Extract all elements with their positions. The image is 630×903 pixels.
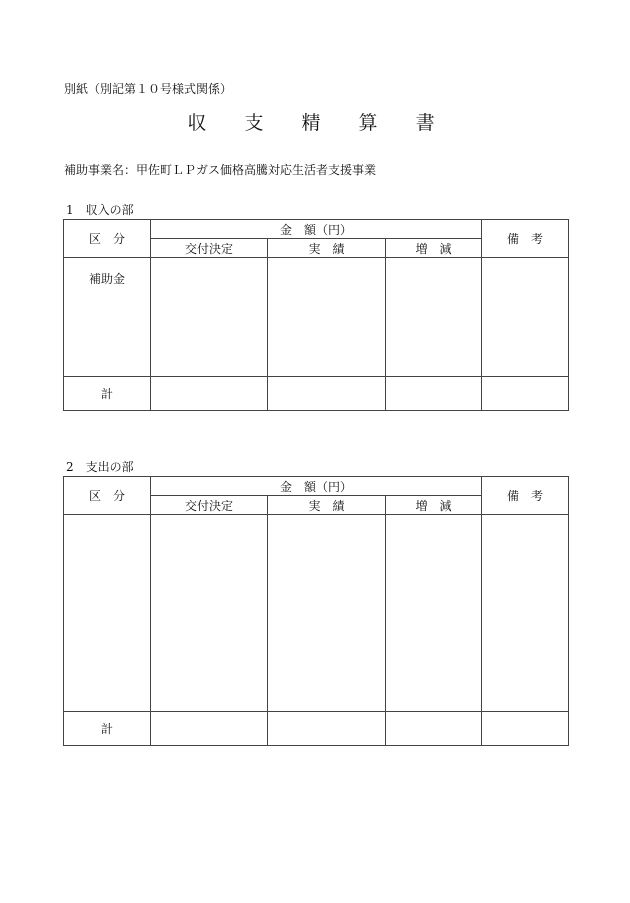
expense-change-header: 増 減: [386, 496, 482, 515]
income-change-header: 増 減: [386, 239, 482, 258]
income-table: [63, 219, 569, 411]
expense-change-cell: [386, 515, 482, 712]
expense-section-heading: 2 支出の部: [66, 460, 134, 474]
income-section-heading: 1 収入の部: [66, 203, 134, 217]
expense-table: [63, 476, 569, 746]
expense-total-actual: [268, 712, 386, 746]
expense-total-label: 計: [64, 712, 151, 746]
income-category-header: 区 分: [64, 220, 151, 258]
income-actual-cell: [268, 258, 386, 377]
income-change-cell: [386, 258, 482, 377]
income-body-row: [64, 258, 569, 377]
project-name: 補助事業名：甲佐町ＬＰガス価格高騰対応生活者支援事業: [64, 163, 377, 177]
income-total-remarks: [482, 377, 569, 411]
expense-body-row: [64, 515, 569, 712]
expense-total-remarks: [482, 712, 569, 746]
income-remarks-cell: [482, 258, 569, 377]
document-title: 収 支 精 算 書: [187, 112, 451, 134]
income-total-change: [386, 377, 482, 411]
expense-amount-header: 金 額（円）: [151, 477, 482, 496]
income-remarks-header: 備 考: [482, 220, 569, 258]
expense-total-decided: [151, 712, 268, 746]
expense-remarks-cell: [482, 515, 569, 712]
expense-item-cell: [64, 515, 151, 712]
expense-total-change: [386, 712, 482, 746]
income-total-row: [64, 377, 569, 411]
income-decided-cell: [151, 258, 268, 377]
expense-decided-cell: [151, 515, 268, 712]
expense-actual-cell: [268, 515, 386, 712]
expense-remarks-header: 備 考: [482, 477, 569, 515]
income-actual-header: 実 績: [268, 239, 386, 258]
income-item-cell: 補助金: [64, 258, 151, 377]
form-reference: 別紙（別記第１０号様式関係）: [64, 82, 233, 96]
income-decided-header: 交付決定: [151, 239, 268, 258]
income-total-decided: [151, 377, 268, 411]
expense-actual-header: 実 績: [268, 496, 386, 515]
income-total-actual: [268, 377, 386, 411]
income-total-label: 計: [64, 377, 151, 411]
income-amount-header: 金 額（円）: [151, 220, 482, 239]
expense-total-row: [64, 712, 569, 746]
expense-category-header: 区 分: [64, 477, 151, 515]
expense-decided-header: 交付決定: [151, 496, 268, 515]
